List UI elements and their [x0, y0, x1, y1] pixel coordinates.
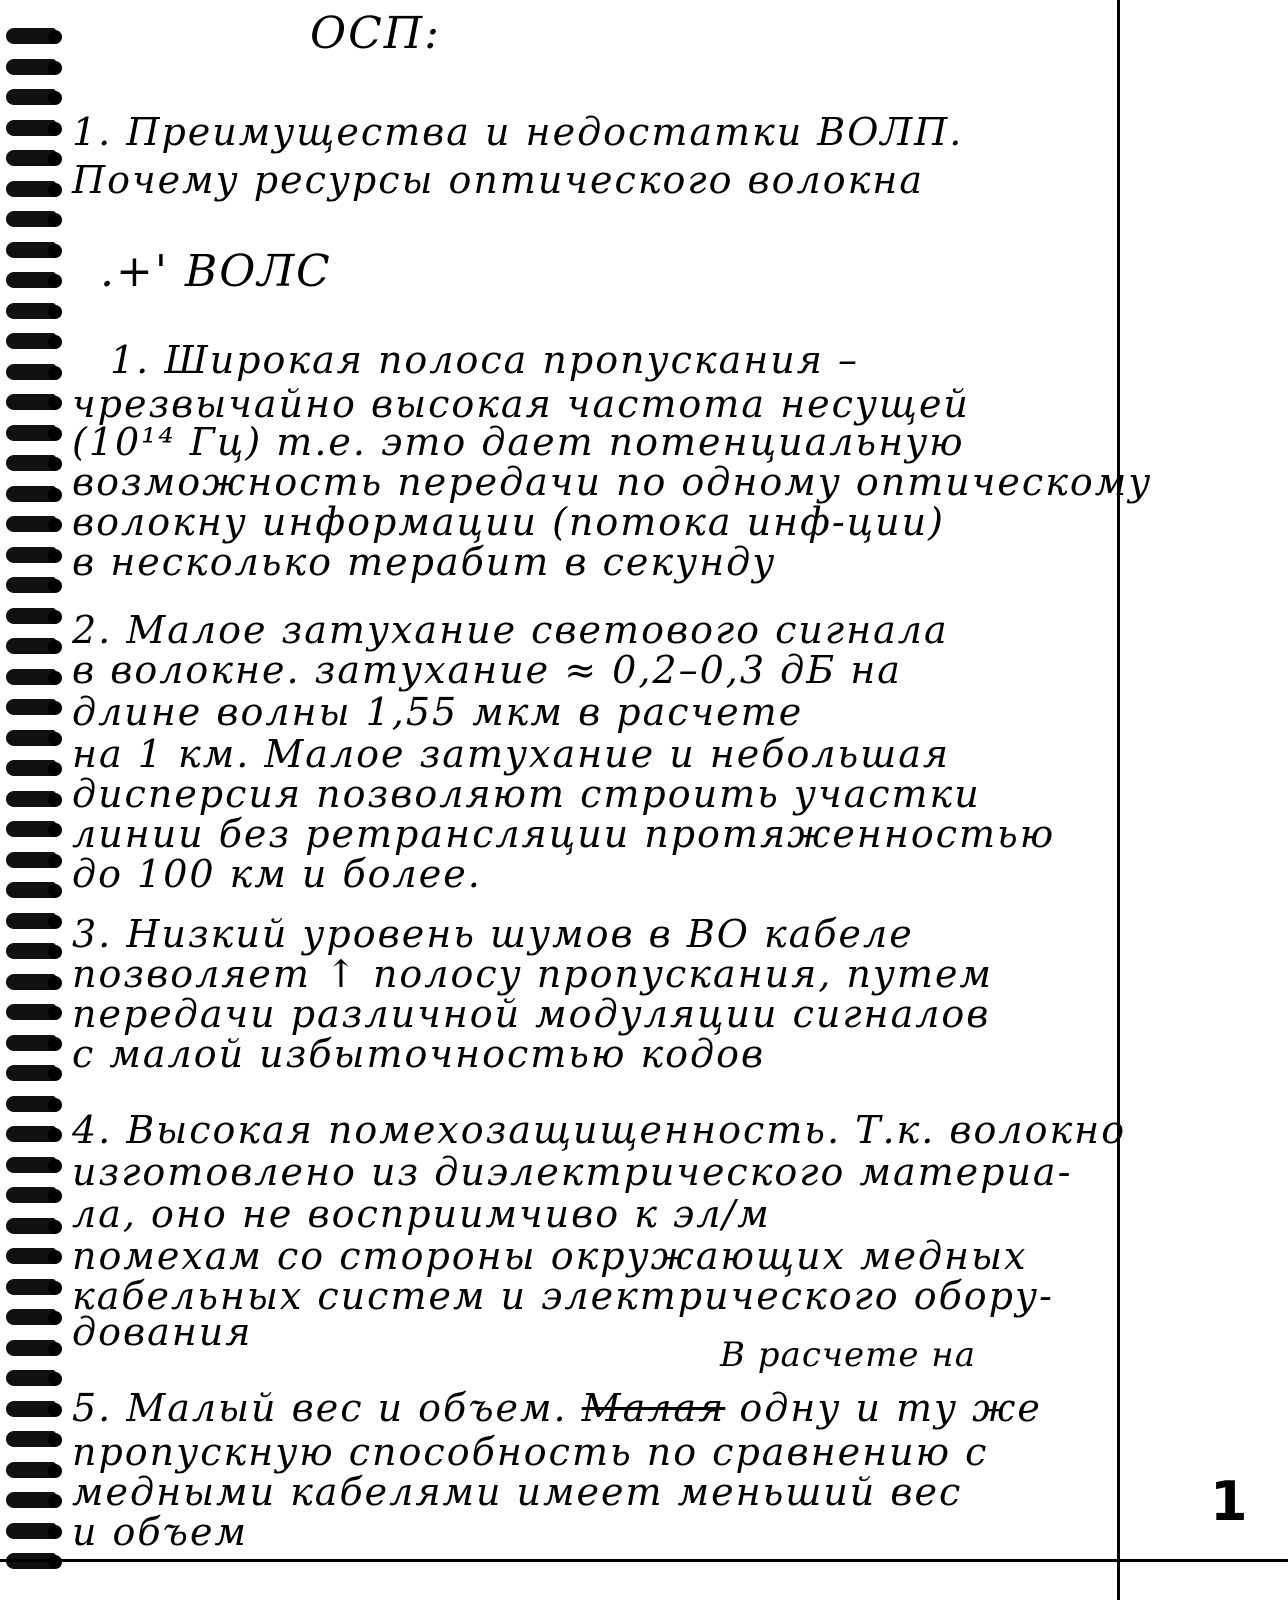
spiral-ring — [6, 1279, 56, 1295]
struck-word: Малая — [581, 1386, 726, 1430]
item-2-line: на 1 км. Малое затухание и небольшая — [72, 732, 951, 776]
item-4-line: кабельных систем и электрического обору- — [72, 1274, 1054, 1318]
spiral-ring — [6, 516, 56, 532]
item-3-line: с малой избыточностью кодов — [72, 1032, 766, 1076]
item-5-line: и объем — [72, 1510, 248, 1554]
spiral-ring — [6, 699, 56, 715]
item-1-line: 1. Широкая полоса пропускания – — [110, 338, 859, 382]
spiral-ring — [6, 1431, 56, 1447]
page-number: 1 — [1210, 1470, 1248, 1533]
spiral-ring — [6, 211, 56, 227]
spiral-ring — [6, 1218, 56, 1234]
spiral-ring — [6, 28, 56, 44]
spiral-ring — [6, 1065, 56, 1081]
item-3-line: позволяет ↑ полосу пропускания, путем — [72, 952, 993, 996]
spiral-ring — [6, 1096, 56, 1112]
spiral-ring — [6, 882, 56, 898]
item-5-insertion: В расчете на — [720, 1335, 976, 1375]
spiral-ring — [6, 1340, 56, 1356]
spiral-ring — [6, 303, 56, 319]
spiral-ring — [6, 1492, 56, 1508]
spiral-ring — [6, 1035, 56, 1051]
page-title: ОСП: — [310, 8, 441, 59]
spiral-ring — [6, 943, 56, 959]
item-5-line: медными кабелями имеет меньший вес — [72, 1470, 963, 1514]
question-line-1: 1. Преимущества и недостатки ВОЛП. — [72, 110, 964, 154]
spiral-ring — [6, 1157, 56, 1173]
item-5-prefix: 5. Малый вес и объем. — [72, 1386, 582, 1430]
spiral-ring — [6, 120, 56, 136]
spiral-ring — [6, 821, 56, 837]
spiral-ring — [6, 791, 56, 807]
item-4-line: 4. Высокая помехозащищенность. Т.к. волокно — [72, 1108, 1127, 1152]
item-3-line: 3. Низкий уровень шумов в ВО кабеле — [72, 912, 914, 956]
spiral-ring — [6, 455, 56, 471]
spiral-ring — [6, 577, 56, 593]
spiral-ring — [6, 394, 56, 410]
item-1-line: возможность передачи по одному оптическому — [72, 460, 1153, 504]
item-5-line-1 — [72, 1386, 1272, 1430]
item-2-line: 2. Малое затухание светового сигнала — [72, 608, 949, 652]
spiral-ring — [6, 852, 56, 868]
spiral-ring — [6, 242, 56, 258]
spiral-ring — [6, 547, 56, 563]
spiral-ring — [6, 1126, 56, 1142]
spiral-ring — [6, 730, 56, 746]
spiral-ring — [6, 59, 56, 75]
item-4-line: ла, оно не восприимчиво к эл/м — [72, 1192, 771, 1236]
section-heading: .+' ВОЛС — [100, 246, 332, 297]
spiral-ring — [6, 760, 56, 776]
spiral-ring — [6, 1248, 56, 1264]
spiral-ring — [6, 1401, 56, 1417]
item-2-line: до 100 км и более. — [72, 852, 482, 896]
item-2-line: длине волны 1,55 мкм в расчете — [72, 690, 804, 734]
spiral-binding — [0, 0, 70, 1600]
spiral-ring — [6, 1523, 56, 1539]
item-4-line: помехам со стороны окружающих медных — [72, 1234, 1028, 1278]
spiral-ring — [6, 364, 56, 380]
item-2-line: в волокне. затухание ≈ 0,2–0,3 дБ на — [72, 648, 902, 692]
item-4-line: изготовлено из диэлектрического материа- — [72, 1150, 1073, 1194]
spiral-ring — [6, 150, 56, 166]
bottom-edge-line — [0, 1559, 1288, 1562]
item-1-line: волокну информации (потока инф-ции) — [72, 500, 945, 544]
spiral-ring — [6, 89, 56, 105]
spiral-ring — [6, 333, 56, 349]
spiral-ring — [6, 669, 56, 685]
item-2-line: дисперсия позволяют строить участки — [72, 772, 981, 816]
spiral-ring — [6, 1187, 56, 1203]
item-5-line: пропускную способность по сравнению с — [72, 1430, 989, 1474]
spiral-ring — [6, 1370, 56, 1386]
spiral-ring — [6, 486, 56, 502]
spiral-ring — [6, 1309, 56, 1325]
item-1-line: (10¹⁴ Гц) т.е. это дает потенциальную — [72, 420, 965, 464]
item-4-line: дования — [72, 1310, 253, 1354]
spiral-ring — [6, 272, 56, 288]
spiral-ring — [6, 1004, 56, 1020]
spiral-ring — [6, 425, 56, 441]
item-1-line: в несколько терабит в секунду — [72, 540, 777, 584]
spiral-ring — [6, 913, 56, 929]
spiral-ring — [6, 608, 56, 624]
item-1-line: чрезвычайно высокая частота несущей — [72, 382, 970, 426]
item-5-suffix: одну и ту же — [725, 1386, 1042, 1430]
item-2-line: линии без ретрансляции протяженностью — [72, 812, 1056, 856]
question-line-2: Почему ресурсы оптического волокна — [72, 158, 924, 202]
spiral-ring — [6, 1462, 56, 1478]
spiral-ring — [6, 638, 56, 654]
spiral-ring — [6, 181, 56, 197]
item-3-line: передачи различной модуляции сигналов — [72, 992, 991, 1036]
spiral-ring — [6, 974, 56, 990]
